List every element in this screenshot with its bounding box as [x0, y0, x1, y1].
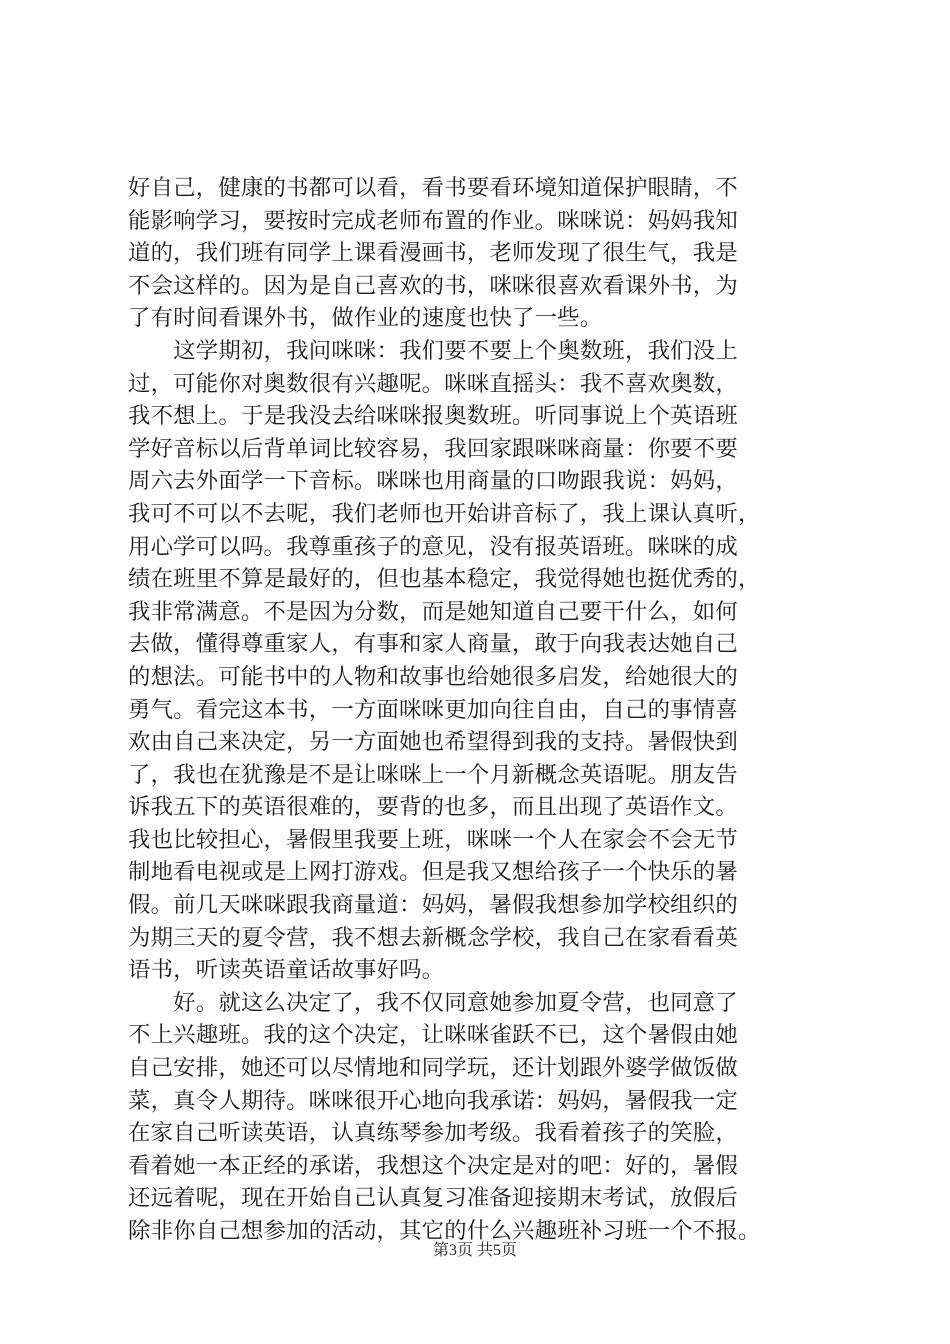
text-line: 不会这样的。因为是自己喜欢的书，咪咪很喜欢看课外书，为 [128, 272, 738, 299]
text-line: 不上兴趣班。我的这个决定，让咪咪雀跃不已，这个暑假由她 [128, 1022, 738, 1049]
text-line: 好。就这么决定了，我不仅同意她参加夏令营，也同意了 [128, 989, 738, 1016]
text-line: 学好音标以后背单词比较容易，我回家跟咪咪商量：你要不要 [128, 435, 738, 462]
text-line: 还远着呢，现在开始自己认真复习准备迎接期末考试，放假后 [128, 1185, 738, 1212]
text-line: 制地看电视或是上网打游戏。但是我又想给孩子一个快乐的暑 [128, 859, 738, 886]
text-line: 我不想上。于是我没去给咪咪报奥数班。听同事说上个英语班 [128, 403, 738, 430]
text-line: 为期三天的夏令营，我不想去新概念学校，我自己在家看看英 [128, 924, 738, 951]
text-line: 我也比较担心，暑假里我要上班，咪咪一个人在家会不会无节 [128, 826, 738, 853]
text-line: 假。前几天咪咪跟我商量道：妈妈，暑假我想参加学校组织的 [128, 892, 738, 919]
page-footer: 第3页 共5页 [432, 1242, 517, 1259]
text-line: 在家自己听读英语，认真练琴参加考级。我看着孩子的笑脸， [128, 1120, 738, 1147]
text-line: 能影响学习，要按时完成老师布置的作业。咪咪说：妈妈我知 [128, 207, 738, 234]
text-line: 诉我五下的英语很难的，要背的也多，而且出现了英语作文。 [128, 794, 738, 821]
text-line: 的想法。可能书中的人物和故事也给她很多启发，给她很大的 [128, 663, 738, 690]
text-line: 菜，真令人期待。咪咪很开心地向我承诺：妈妈，暑假我一定 [128, 1087, 738, 1114]
text-line: 我可不可以不去呢，我们老师也开始讲音标了，我上课认真听， [128, 500, 761, 527]
text-line: 过，可能你对奥数很有兴趣呢。咪咪直摇头：我不喜欢奥数， [128, 370, 738, 397]
text-line: 了有时间看课外书，做作业的速度也快了一些。 [128, 305, 603, 332]
text-line: 用心学可以吗。我尊重孩子的意见，没有报英语班。咪咪的成 [128, 533, 738, 560]
text-line: 自己安排，她还可以尽情地和同学玩，还计划跟外婆学做饭做 [128, 1055, 738, 1082]
text-line: 我非常满意。不是因为分数，而是她知道自己要干什么，如何 [128, 598, 738, 625]
text-line: 去做，懂得尊重家人，有事和家人商量，敢于向我表达她自己 [128, 631, 738, 658]
text-line: 语书，听读英语童话故事好吗。 [128, 957, 445, 984]
text-line: 道的，我们班有同学上课看漫画书，老师发现了很生气，我是 [128, 240, 738, 267]
text-line: 了，我也在犹豫是不是让咪咪上一个月新概念英语呢。朋友告 [128, 761, 738, 788]
body-text [128, 172, 828, 1248]
text-line: 看着她一本正经的承诺，我想这个决定是对的吧：好的，暑假 [128, 1152, 738, 1179]
text-line: 勇气。看完这本书，一方面咪咪更加向往自由，自己的事情喜 [128, 696, 738, 723]
text-line: 好自己，健康的书都可以看，看书要看环境知道保护眼睛，不 [128, 175, 738, 201]
text-line: 这学期初，我问咪咪：我们要不要上个奥数班，我们没上 [128, 337, 738, 364]
text-line: 周六去外面学一下音标。咪咪也用商量的口吻跟我说：妈妈， [128, 468, 738, 495]
text-line: 除非你自己想参加的活动，其它的什么兴趣班补习班一个不报。 [128, 1218, 761, 1244]
text-line: 绩在班里不算是最好的，但也基本稳定，我觉得她也挺优秀的， [128, 566, 761, 593]
text-line: 欢由自己来决定，另一方面她也希望得到我的支持。暑假快到 [128, 729, 738, 756]
